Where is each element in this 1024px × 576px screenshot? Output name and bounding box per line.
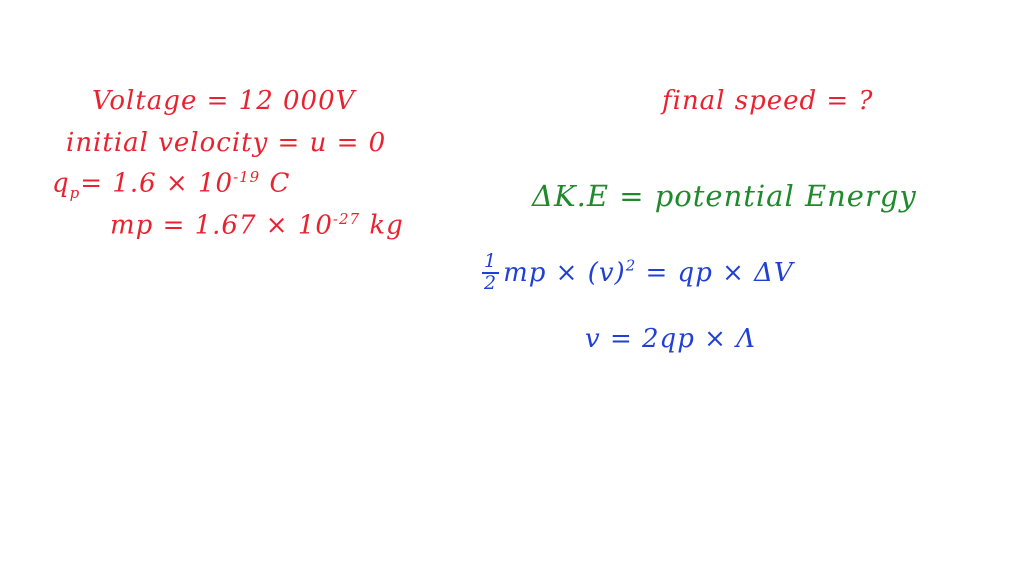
initial-velocity-text: initial velocity = u = 0 <box>66 128 387 158</box>
one-half-fraction <box>482 252 499 294</box>
speed-expression-text: v = 2qp × Λ <box>585 324 756 354</box>
kinetic-energy-equation <box>482 252 794 294</box>
charge-value: = 1.6 × 10 <box>80 168 234 199</box>
final-speed-text: final speed = ? <box>662 86 874 116</box>
final-speed-question <box>662 88 873 114</box>
voltage-given <box>92 88 355 114</box>
fraction-denominator: 2 <box>484 271 498 294</box>
mass-unit: kg <box>369 210 404 241</box>
charge-exponent: -19 <box>233 168 261 186</box>
speed-expression <box>585 326 756 352</box>
energy-conservation-statement <box>532 179 917 213</box>
proton-mass-given <box>110 212 404 239</box>
mass-exponent: -27 <box>332 210 361 228</box>
charge-symbol: q <box>52 168 70 199</box>
fraction-numerator: 1 <box>484 250 498 272</box>
initial-velocity-given <box>66 130 386 156</box>
energy-statement-text: ΔK.E = potential Energy <box>532 179 917 213</box>
charge-subscript: p <box>69 183 81 202</box>
charge-unit: C <box>269 168 291 199</box>
velocity-exponent: 2 <box>625 256 637 275</box>
equation-rhs: = qp × ΔV <box>645 257 794 288</box>
mass-value: mp = 1.67 × 10 <box>110 210 333 241</box>
proton-charge-given <box>52 170 290 201</box>
equation-lhs: mp × (v) <box>503 257 626 288</box>
voltage-text: Voltage = 12 000V <box>92 86 356 116</box>
